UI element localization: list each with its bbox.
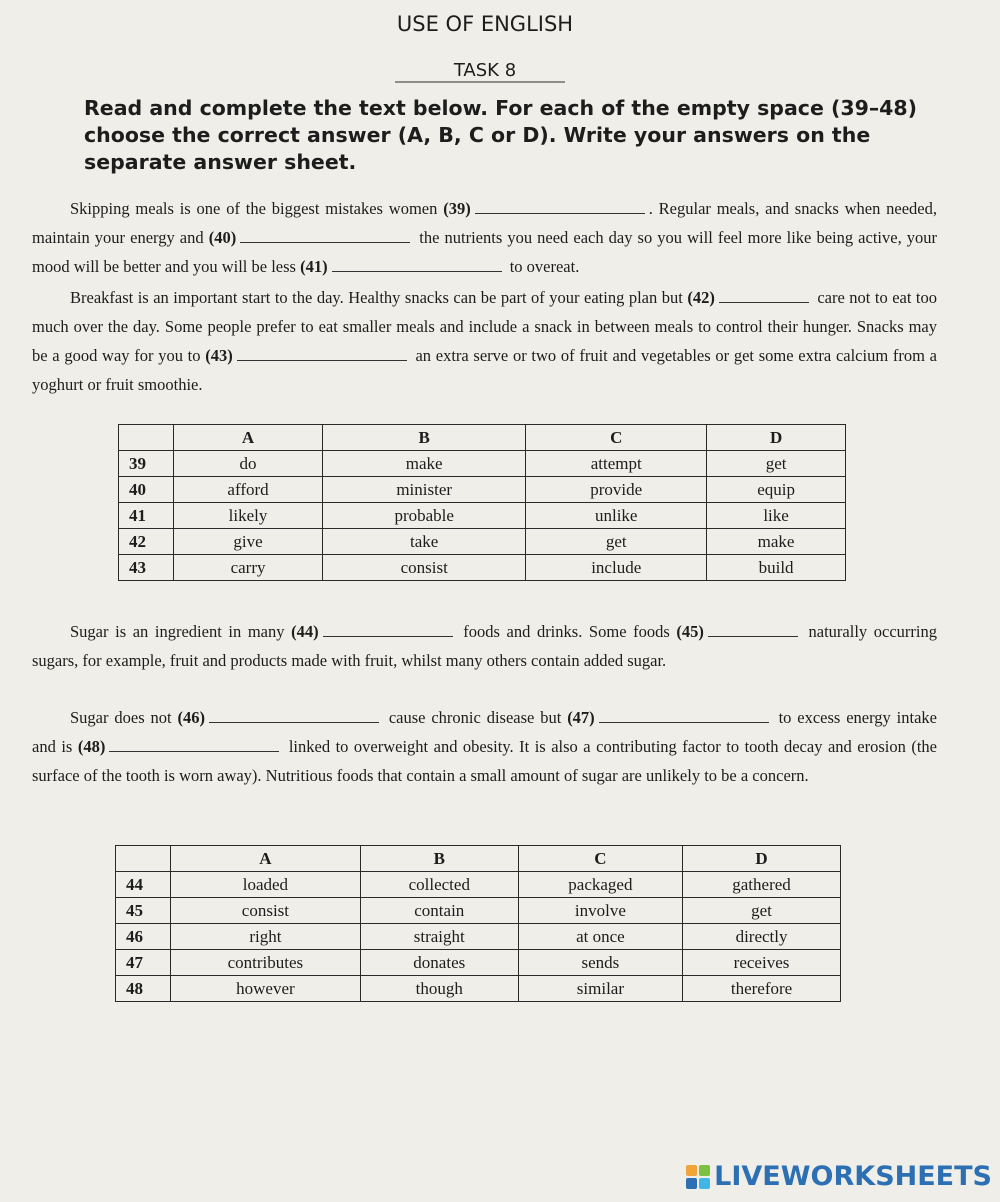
answer-blank-48[interactable]	[109, 737, 279, 752]
header-d: D	[707, 425, 846, 451]
option-b: probable	[323, 503, 526, 529]
gap-label-46: (46)	[177, 708, 205, 727]
option-b: collected	[360, 872, 518, 898]
row-number: 48	[116, 976, 171, 1002]
option-a: however	[171, 976, 361, 1002]
passage-1-paragraph-2: Breakfast is an important start to the day. Healthy snacks can be part of your eating plan but (42) care not to eat too much over the day. Some people prefer to eat smaller meals and include a snack in between meals to control their hunger. Snacks may be a good way for you to (43) an extra serve or two of fruit and vegetables or get some extra calcium from a yoghurt or fruit smoothie.	[32, 288, 938, 394]
answer-blank-42[interactable]	[719, 288, 809, 303]
liveworksheets-brand[interactable]	[686, 1161, 992, 1192]
option-d: therefore	[683, 976, 841, 1002]
option-d: build	[707, 555, 846, 581]
table-row	[116, 872, 841, 898]
answer-blank-46[interactable]	[209, 708, 379, 723]
task-title: TASK 8	[453, 60, 517, 81]
table-row	[119, 451, 846, 477]
row-number: 40	[119, 477, 174, 503]
logo-square-3	[686, 1178, 697, 1189]
row-number: 47	[116, 950, 171, 976]
answer-blank-40[interactable]	[240, 228, 410, 243]
table-row	[119, 477, 846, 503]
header-b: B	[360, 846, 518, 872]
table-header-row	[119, 425, 846, 451]
option-c: involve	[518, 898, 682, 924]
answer-blank-47[interactable]	[599, 708, 769, 723]
gap-label-43: (43)	[205, 346, 233, 365]
option-b: straight	[360, 924, 518, 950]
option-a: afford	[174, 477, 323, 503]
answer-blank-39[interactable]	[475, 199, 645, 214]
option-a: consist	[171, 898, 361, 924]
option-d: directly	[683, 924, 841, 950]
option-c: provide	[526, 477, 707, 503]
header-blank	[119, 425, 174, 451]
gap-label-40: (40)	[208, 228, 237, 247]
option-d: make	[707, 529, 846, 555]
header-a: A	[171, 846, 361, 872]
option-d: get	[707, 451, 846, 477]
option-d: get	[683, 898, 841, 924]
gap-label-48: (48)	[77, 737, 106, 756]
option-c: include	[526, 555, 707, 581]
option-c: similar	[518, 976, 682, 1002]
option-c: get	[526, 529, 707, 555]
option-c: packaged	[518, 872, 682, 898]
row-number: 45	[116, 898, 171, 924]
option-a: give	[174, 529, 323, 555]
option-c: unlike	[526, 503, 707, 529]
header-d: D	[683, 846, 841, 872]
option-d: gathered	[683, 872, 841, 898]
answer-blank-43[interactable]	[237, 346, 407, 361]
option-b: minister	[323, 477, 526, 503]
gap-label-41: (41)	[300, 257, 328, 276]
option-b: make	[323, 451, 526, 477]
option-c: sends	[518, 950, 682, 976]
option-a: contributes	[171, 950, 361, 976]
answer-blank-45[interactable]	[708, 622, 798, 637]
option-d: receives	[683, 950, 841, 976]
header-blank	[116, 846, 171, 872]
gap-label-39: (39)	[443, 199, 471, 218]
option-b: donates	[360, 950, 518, 976]
row-number: 42	[119, 529, 174, 555]
section-title: USE OF ENGLISH	[396, 12, 574, 36]
title-underline	[395, 81, 565, 83]
option-a: right	[171, 924, 361, 950]
table-row	[119, 503, 846, 529]
header-b: B	[323, 425, 526, 451]
answer-blank-44[interactable]	[323, 622, 453, 637]
table-row	[119, 529, 846, 555]
row-number: 46	[116, 924, 171, 950]
passage-2-paragraph-1: Sugar is an ingredient in many (44) foods and drinks. Some foods (45) naturally occurring sugars, for example, fruit and products made with fruit, whilst many others contain added sugar.	[32, 622, 937, 670]
option-c: attempt	[526, 451, 707, 477]
header-a: A	[174, 425, 323, 451]
option-a: likely	[174, 503, 323, 529]
option-a: carry	[174, 555, 323, 581]
answer-blank-41[interactable]	[332, 257, 502, 272]
table-row	[116, 976, 841, 1002]
instructions: Read and complete the text below. For each of the empty space (39–48) choose the correct answer (A, B, C or D). Write your answers on the separate answer sheet.	[84, 96, 918, 174]
logo-square-2	[699, 1165, 710, 1176]
row-number: 44	[116, 872, 171, 898]
option-d: like	[707, 503, 846, 529]
table-header-row	[116, 846, 841, 872]
row-number: 41	[119, 503, 174, 529]
gap-label-47: (47)	[567, 708, 595, 727]
row-number: 43	[119, 555, 174, 581]
liveworksheets-logo-icon	[686, 1165, 710, 1189]
option-d: equip	[707, 477, 846, 503]
option-b: contain	[360, 898, 518, 924]
option-a: do	[174, 451, 323, 477]
header-c: C	[526, 425, 707, 451]
gap-label-42: (42)	[687, 288, 715, 307]
options-table-39-43	[118, 424, 846, 581]
option-a: loaded	[171, 872, 361, 898]
table-row	[116, 924, 841, 950]
brand-name: LIVEWORKSHEETS	[714, 1161, 992, 1192]
options-table-44-48	[115, 845, 841, 1002]
table-row	[116, 950, 841, 976]
logo-square-4	[699, 1178, 710, 1189]
option-c: at once	[518, 924, 682, 950]
gap-label-45: (45)	[676, 622, 704, 641]
option-b: take	[323, 529, 526, 555]
passage-1-paragraph-1: Skipping meals is one of the biggest mistakes women (39) . Regular meals, and snacks when needed, maintain your energy and (40) the nutrients you need each day so you will feel more like being active, your mood will be better and you will be less (41) to overeat.	[32, 199, 938, 276]
option-b: consist	[323, 555, 526, 581]
table-row	[116, 898, 841, 924]
passage-2-paragraph-2: Sugar does not (46) cause chronic disease but (47) to excess energy intake and is (48) linked to overweight and obesity. It is also a contributing factor to tooth decay and erosion (the surface of the tooth is worn away). Nutritious foods that contain a small amount of sugar are unlikely to be a concern.	[32, 708, 937, 785]
header-c: C	[518, 846, 682, 872]
gap-label-44: (44)	[291, 622, 319, 641]
row-number: 39	[119, 451, 174, 477]
logo-square-1	[686, 1165, 697, 1176]
option-b: though	[360, 976, 518, 1002]
table-row	[119, 555, 846, 581]
